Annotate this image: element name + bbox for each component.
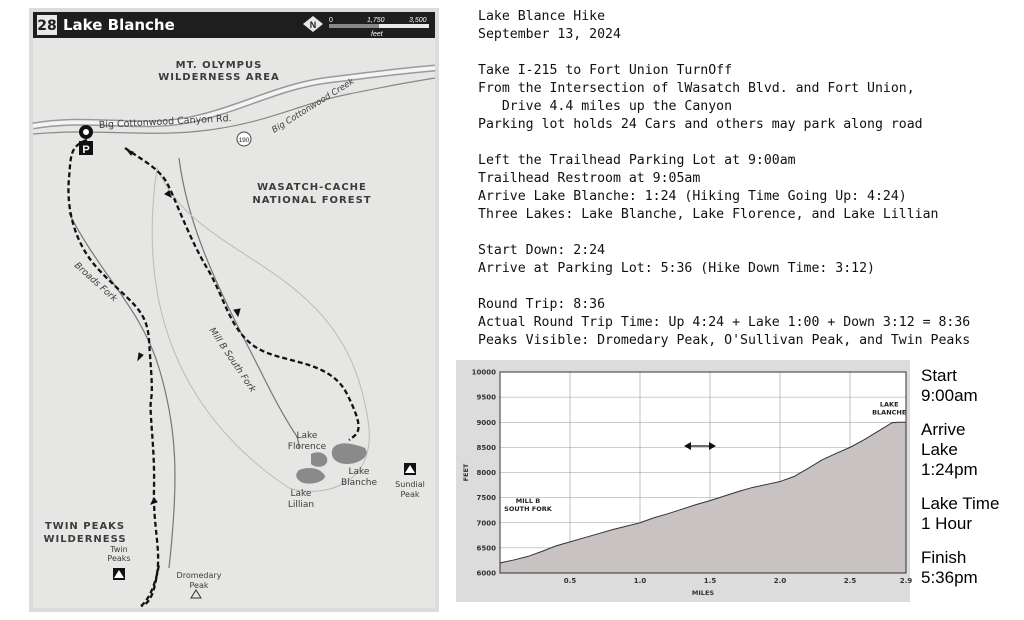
x-axis-label: MILES — [691, 589, 715, 597]
parking-symbol: P — [82, 144, 90, 156]
y-tick-label: 6500 — [476, 544, 496, 553]
twin-peaks-label-line1: Twin — [110, 545, 128, 554]
y-tick-label: 6000 — [476, 569, 496, 578]
timeline-text: 1:24pm — [921, 460, 978, 479]
map-title: Lake Blanche — [63, 16, 175, 34]
hike-number: 28 — [37, 18, 57, 34]
timeline-text: Lake Time — [921, 494, 1000, 513]
scale-label-0: 0 — [329, 17, 333, 24]
sundial-label-line1: Sundial — [395, 480, 425, 489]
note-line: Three Lakes: Lake Blanche, Lake Florence, and Lake Lillian — [478, 207, 939, 222]
annotation-label: MILL B — [515, 496, 541, 505]
lake-florence-label-line2: Florence — [287, 442, 327, 452]
elevation-profile-chart — [456, 360, 913, 602]
timeline-text: 5:36pm — [921, 568, 978, 587]
forest-label-line2: NATIONAL FOREST — [252, 195, 372, 206]
timeline-item — [921, 366, 1021, 406]
sundial-label-line2: Peak — [400, 490, 420, 499]
mill-b-label: Mill B South Fork — [206, 326, 258, 395]
x-tick-label: 1.0 — [633, 577, 647, 585]
twin-wild-label-line1: TWIN PEAKS — [44, 521, 126, 532]
note-line: From the Intersection of lWasatch Blvd. and Fort Union, — [478, 81, 915, 96]
dromedary-label-line1: Dromedary — [176, 571, 222, 580]
timeline-item — [921, 420, 1021, 480]
olympus-label-line1: MT. OLYMPUS — [175, 60, 263, 71]
note-line: Drive 4.4 miles up the Canyon — [478, 99, 733, 114]
y-tick-label: 8000 — [476, 469, 496, 477]
timeline-text: Lake — [921, 440, 958, 459]
note-line: Actual Round Trip Time: Up 4:24 + Lake 1:00 + Down 3:12 = 8:36 — [478, 315, 971, 330]
lake-blanche-label-line1: Lake — [348, 467, 370, 477]
x-tick-label: 0.5 — [563, 577, 577, 585]
note-line: Left the Trailhead Parking Lot at 9:00am — [478, 153, 796, 168]
x-tick-label: 2.0 — [773, 577, 787, 585]
timeline-item — [921, 494, 1021, 534]
road-label: Big Cottonwood Canyon Rd. — [98, 113, 232, 131]
twin-wild-label-line2: WILDERNESS — [43, 534, 127, 545]
hike-timeline — [921, 366, 1021, 602]
y-tick-label: 7500 — [476, 494, 496, 503]
note-line — [478, 278, 970, 296]
annotation-label: SOUTH FORK — [504, 504, 552, 513]
forest-label-line1: WASATCH-CACHE — [257, 182, 367, 193]
broads-fork-label: Broads Fork — [71, 260, 119, 305]
timeline-text: 9:00am — [921, 386, 978, 405]
y-tick-label: 7000 — [476, 519, 496, 528]
scale-label-1: 1,750 — [367, 17, 385, 24]
lake-lillian-label-line1: Lake — [290, 489, 312, 499]
note-line: Take I-215 to Fort Union TurnOff — [478, 63, 733, 78]
y-tick-label: 9500 — [476, 393, 496, 402]
timeline-item — [921, 548, 1021, 588]
twin-peaks-label-line2: Peaks — [107, 554, 131, 563]
lake-florence-label-line1: Lake — [296, 431, 318, 441]
y-tick-label: 10000 — [471, 368, 496, 377]
note-line: Trailhead Restroom at 9:05am — [478, 171, 701, 186]
y-tick-label: 8500 — [476, 443, 496, 452]
timeline-text: Start — [921, 366, 957, 385]
lake-blanche-label-line2: Blanche — [340, 478, 378, 488]
timeline-text: 1 Hour — [921, 514, 973, 533]
x-tick-label: 2.9 — [899, 577, 913, 585]
y-axis-label: FEET — [462, 463, 470, 482]
note-line: September 13, 2024 — [478, 27, 621, 42]
timeline-text: Finish — [921, 548, 967, 567]
note-line — [478, 44, 970, 62]
hike-notes — [478, 8, 970, 350]
y-tick-label: 9000 — [476, 418, 496, 427]
olympus-label-line2: WILDERNESS AREA — [158, 72, 280, 83]
x-tick-label: 2.5 — [843, 577, 857, 585]
note-line: Lake Blance Hike — [478, 9, 606, 24]
x-tick-label: 1.5 — [703, 577, 717, 585]
note-line: Peaks Visible: Dromedary Peak, O'Sullivan Peak, and Twin Peaks — [478, 333, 971, 348]
trail-map — [29, 8, 439, 612]
lake-lillian-label-line2: Lillian — [287, 500, 315, 510]
route-number: 190 — [238, 137, 250, 144]
note-line: Parking lot holds 24 Cars and others may park along road — [478, 117, 923, 132]
annotation-label: LAKE — [879, 400, 899, 409]
note-line: Arrive at Parking Lot: 5:36 (Hike Down Time: 3:12) — [478, 261, 875, 276]
annotation-label: BLANCHE — [872, 408, 907, 417]
note-line — [478, 134, 970, 152]
svg-text:N: N — [309, 20, 317, 30]
note-line: Start Down: 2:24 — [478, 243, 606, 258]
note-line: Arrive Lake Blanche: 1:24 (Hiking Time Going Up: 4:24) — [478, 189, 907, 204]
creek-label: Big Cottonwood Creek — [270, 76, 357, 136]
scale-label-2: 3,500 — [409, 17, 427, 24]
note-line: Round Trip: 8:36 — [478, 297, 606, 312]
timeline-text: Arrive — [921, 420, 966, 439]
scale-unit: feet — [371, 31, 383, 38]
dromedary-label-line2: Peak — [189, 581, 209, 590]
note-line — [478, 224, 970, 242]
